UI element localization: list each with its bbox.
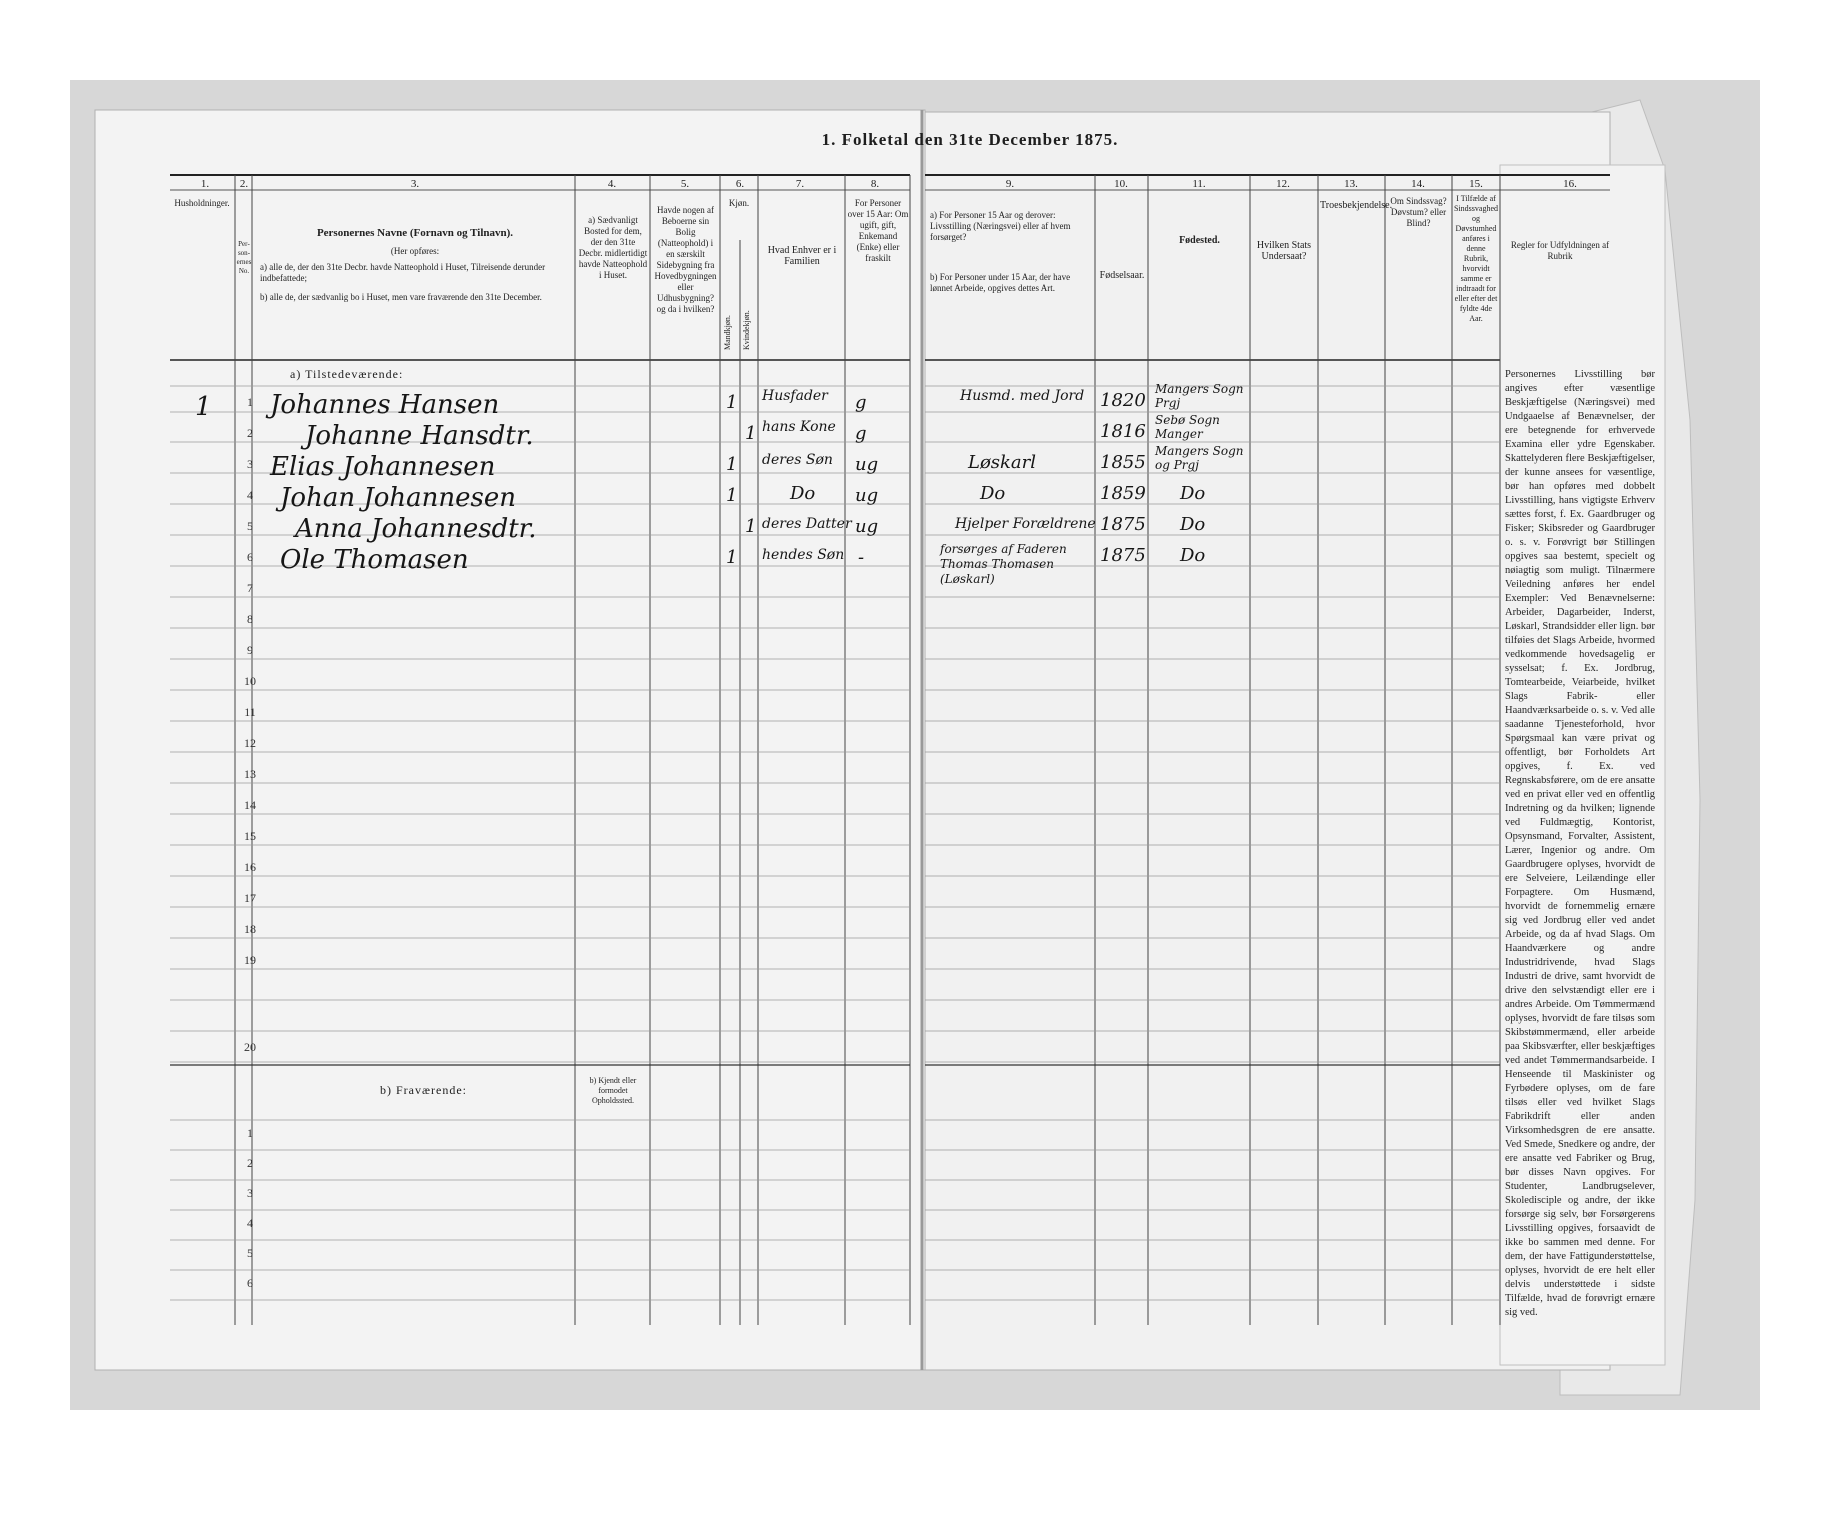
- col-number-2: 2.: [239, 178, 249, 190]
- row-number: 6: [247, 550, 253, 564]
- col-number-10: 10.: [1114, 178, 1128, 190]
- header-citizenship: Hvilken Stats Undersaat?: [1256, 240, 1312, 262]
- row-number: 11: [244, 705, 256, 719]
- person-name: Johannes Hansen: [270, 390, 500, 420]
- person-name: Ole Thomasen: [280, 545, 469, 575]
- absent-row-number: 1: [247, 1126, 253, 1140]
- birthplace: Do: [1180, 514, 1206, 535]
- col-number-4: 4.: [607, 178, 617, 190]
- row-number: 19: [244, 953, 256, 967]
- absent-row-number: 6: [247, 1276, 253, 1290]
- col-number-5: 5.: [680, 178, 690, 190]
- family-role: hendes Søn: [762, 547, 845, 563]
- col-number-1: 1.: [200, 178, 210, 190]
- birthplace: Sebø Sogn Manger: [1155, 413, 1220, 441]
- family-role: hans Kone: [762, 419, 836, 435]
- occupation: Hjelper Forældrene: [955, 516, 1096, 532]
- regler-text: Personernes Livsstilling bør angives efter væsentlige Beskjæftigelse (Næringsvei) med Undgaaelse af Benævnelser, der ere betegnende for erhvervede Examina eller ydre Egenskaber. Skattelyderen flere Beskjæftigelser, der kunne ansees for væsentlige, bør han opføres med dobbelt Livsstilling, hans vigtigste Erhverv sættes forst, f. Ex. Gaardbruger og Fisker; Skibsreder og Gaardbruger o. s. v. Forøvrigt bør Stillingen opgives saa bestemt, specielt og nøiagtig som muligt. Tilnærmere Veiledning anføres her endel Exempler: Ved Benævnelserne: Arbeider, Dagarbeider, Inderst, Løskarl, Strandsidder eller lign. bør tilføies det Slags Arbeide, hvormed vedkommende hovedsagelig er sysselsat; f. Ex. Jordbrug, Tomtearbeide, Veiarbeide, hvilket Slags Fabrik- eller Haandværksarbeide o. s. v. Ved alle saadanne Tjenesteforhold, hvor Spørgsmaal kan være privat og offentligt, bør Forholdets Art opgives, f. Ex. ved Regnskabsførere, om de ere ansatte ved en privat eller ved en offentlig Indretning og da hvilken; lignende ved Fuldmægtig, Kontorist, Opsynsmand, Forvalter, Assistent, Lærer, Ingenior og andre. Om Gaardbrugere oplyses, hvorvidt de ere Selveiere, Leilændinge eller Forpagtere. Om Husmænd, hvorvidt de fornemmelig ernære sig ved Jordbrug eller ved andet Arbeide, og da af hvad Slags. Om Haandværkere og andre Industridrivende, hvad Slags Industri de drive, samt hvorvidt de drive den selvstændigt eller ere i andres Arbeide. Om Tømmermænd oplyses, hvorvidt de fare tilsøs som Skibstømmermænd, eller arbeide paa Skibsværfter, eller beskjæftiges ved andet Tømmermandsarbeide. I Henseende til Maskinister og Fyrbødere oplyses, om de fare tilsøs eller ved hvilket Slags Fabrikdrift eller anden Virksomhedsgren de ere ansatte. Ved Smede, Snedkere og andre, der ere ansatte ved Fabriker og Brug, bør disses Navn opgives. For Studenter, Landbrugselever, Skoledisciple og andre, der ikke forsørge sig selv, bør Forsørgerens Livsstilling opgives, forsaavidt de ikke bo sammen med denne. For dem, der have Fattigunderstøttelse, oplyses, hvorvidt de ere helt eller delvis understøttede i sidste Tilfælde, hvad de forøvrigt ernære sig ved.: [1505, 369, 1655, 1318]
- row-number: 20: [244, 1040, 256, 1054]
- header-religion: Troesbekjendelse.: [1320, 200, 1393, 211]
- occupation: Løskarl: [968, 452, 1037, 473]
- header-onset: I Tilfælde af Sindssvaghed og Døvstumhed anføres i denne Rubrik, hvorvidt samme er indtraadt for eller efter det fyldte 4de Aar.: [1454, 194, 1498, 323]
- sex-male-mark: 1: [726, 547, 738, 568]
- birth-year: 1859: [1100, 483, 1146, 504]
- col-number-6: 6.: [735, 178, 745, 190]
- row-number: 18: [244, 922, 256, 936]
- header-names-title: Personernes Navne (Fornavn og Tilnavn).: [316, 227, 514, 239]
- birthplace: Do: [1180, 483, 1206, 504]
- civil-status: g: [855, 392, 867, 413]
- birth-year: 1855: [1100, 452, 1146, 473]
- person-name: Johan Johannesen: [280, 483, 517, 513]
- row-number: 8: [247, 612, 253, 626]
- header-family-role: Hvad Enhver er i Familien: [767, 245, 837, 267]
- absent-row-number: 5: [247, 1246, 253, 1260]
- section-present: a) Tilstedeværende:: [290, 367, 404, 381]
- header-side-building: Havde nogen af Beboerne sin Bolig (Natteophold) i en særskilt Sidebygning fra Hovedbygningen eller Udhusbygning? og da i hvilken?: [654, 205, 717, 314]
- header-names-a: a) alle de, der den 31te Decbr. havde Natteophold i Huset, Tilreisende derunder indbefattede;: [260, 262, 546, 283]
- header-sex-male: Mandkjøn.: [723, 315, 732, 350]
- row-number: 1: [247, 395, 253, 409]
- person-name: Anna Johannesdtr.: [295, 514, 537, 544]
- civil-status: ug: [855, 516, 879, 537]
- sex-female-mark: 1: [745, 423, 757, 444]
- header-birthplace: Fødested.: [1179, 235, 1220, 246]
- header-households: Husholdninger.: [174, 198, 230, 208]
- header-sex-female: Kvindekjøn.: [742, 310, 751, 350]
- person-name: Elias Johannesen: [270, 452, 496, 482]
- birth-year: 1820: [1100, 390, 1146, 411]
- col-number-8: 8.: [870, 178, 880, 190]
- header-civil-status: For Personer over 15 Aar: Om ugift, gift, Enkemand (Enke) eller fraskilt: [847, 198, 909, 263]
- family-role: deres Datter: [762, 516, 852, 532]
- header-occupation-a: a) For Personer 15 Aar og derover: Livsstilling (Næringsvei) eller af hvem forsørget?: [930, 210, 1071, 242]
- civil-status: g: [855, 423, 867, 444]
- sex-male-mark: 1: [726, 454, 738, 475]
- col-number-14: 14.: [1411, 178, 1425, 190]
- row-number: 4: [247, 488, 253, 502]
- col-number-9: 9.: [1005, 178, 1015, 190]
- absent-row-number: 4: [247, 1216, 253, 1230]
- row-number: 9: [247, 643, 253, 657]
- birthplace: Do: [1180, 545, 1206, 566]
- row-number: 7: [247, 581, 253, 595]
- row-number: 14: [244, 798, 256, 812]
- family-role: Do: [790, 483, 816, 504]
- row-number: 3: [247, 457, 253, 471]
- sex-male-mark: 1: [726, 485, 738, 506]
- civil-status: ug: [855, 454, 879, 475]
- header-sex: Kjøn.: [728, 198, 750, 208]
- birthplace: Mangers Sogn Prgj: [1155, 382, 1244, 410]
- civil-status: -: [858, 547, 865, 568]
- row-number: 16: [244, 860, 256, 874]
- header-birth-year: Fødselsaar.: [1099, 270, 1145, 281]
- header-occupation-b: b) For Personer under 15 Aar, der have lønnet Arbeide, opgives dettes Art.: [930, 272, 1071, 293]
- sex-male-mark: 1: [726, 392, 738, 413]
- birth-year: 1875: [1100, 514, 1146, 535]
- row-number: 10: [244, 674, 256, 688]
- col-number-11: 11.: [1192, 178, 1206, 190]
- col-number-7: 7.: [795, 178, 805, 190]
- col-number-13: 13.: [1344, 178, 1358, 190]
- header-usual-residence: a) Sædvanligt Bosted for dem, der den 31te Decbr. midlertidigt havde Natteophold i Huset.: [578, 215, 648, 280]
- row-number: 17: [244, 891, 256, 905]
- header-rules: Regler for Udfyldningen af Rubrik: [1510, 240, 1610, 261]
- civil-status: ug: [855, 485, 879, 506]
- birth-year: 1875: [1100, 545, 1146, 566]
- occupation: Do: [980, 483, 1006, 504]
- header-disability: Om Sindssvag? Døvstum? eller Blind?: [1390, 196, 1447, 228]
- header-person-no: Personernes No.: [236, 240, 252, 275]
- absent-row-number: 3: [247, 1186, 253, 1200]
- sex-female-mark: 1: [745, 516, 757, 537]
- family-role: Husfader: [762, 388, 828, 404]
- birthplace: Mangers Sogn og Prgj: [1155, 444, 1244, 472]
- row-number: 15: [244, 829, 256, 843]
- occupation: Husmd. med Jord: [960, 388, 1085, 404]
- col-number-16: 16.: [1563, 178, 1577, 190]
- row-number: 5: [247, 519, 253, 533]
- row-number: 12: [244, 736, 256, 750]
- birth-year: 1816: [1100, 421, 1146, 442]
- occupation: forsørges af Faderen Thomas Thomasen (Løskarl): [940, 542, 1067, 586]
- person-name: Johanne Hansdtr.: [305, 421, 534, 451]
- family-role: deres Søn: [762, 452, 833, 468]
- col-number-12: 12.: [1276, 178, 1290, 190]
- header-names-sub: (Her opføres:: [390, 246, 440, 256]
- col-number-15: 15.: [1469, 178, 1483, 190]
- section-absent: b) Fraværende:: [380, 1083, 467, 1097]
- page-title: 1. Folketal den 31te December 1875.: [821, 130, 1119, 149]
- row-number: 13: [244, 767, 256, 781]
- col-number-3: 3.: [410, 178, 420, 190]
- household-number: 1: [195, 392, 212, 422]
- header-names-b: b) alle de, der sædvanlig bo i Huset, men vare fraværende den 31te December.: [260, 292, 542, 302]
- absent-row-number: 2: [247, 1156, 253, 1170]
- absent-residence-header: b) Kjendt eller formodet Opholdssted.: [589, 1076, 637, 1105]
- row-number: 2: [247, 426, 253, 440]
